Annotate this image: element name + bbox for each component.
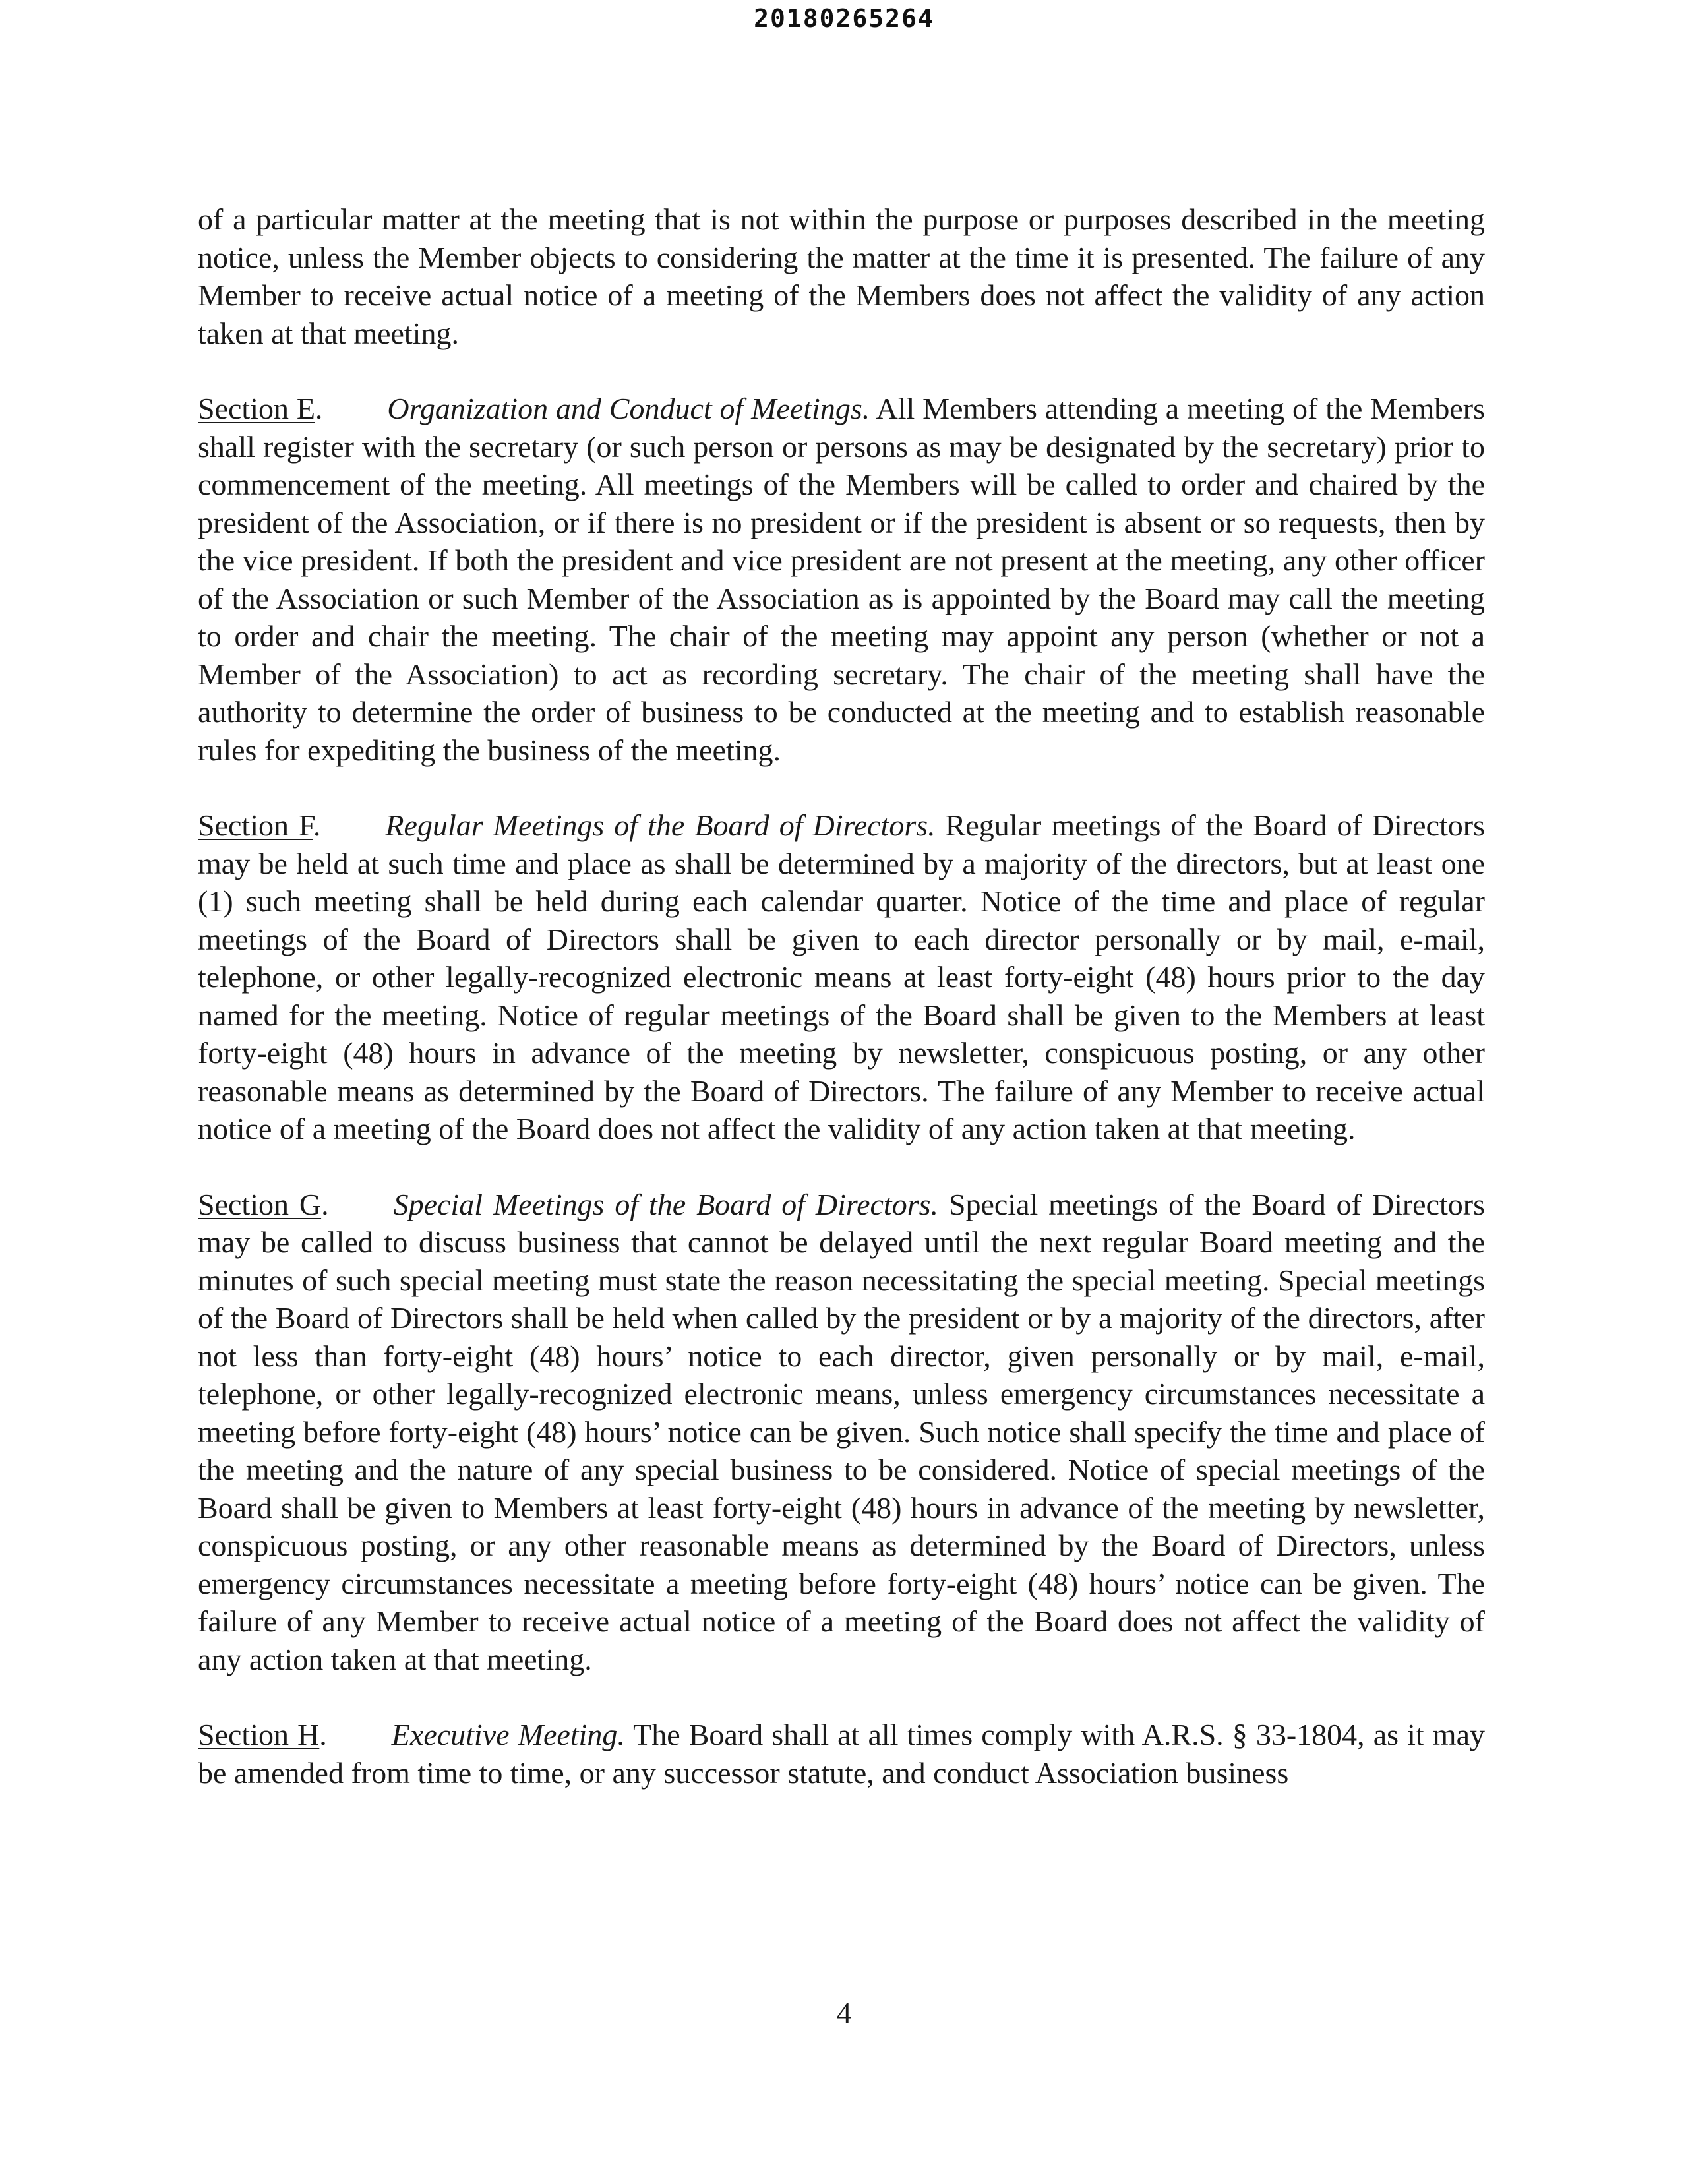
- section-e-label: Section E: [198, 392, 315, 425]
- page-body: [198, 200, 1485, 1829]
- section-f-label: Section F: [198, 808, 313, 842]
- continuation-paragraph: of a particular matter at the meeting that is not within the purpose or purposes described in the meeting notice, unless the Member objects to considering the matter at the time it is presented. The failure of any Member to receive actual notice of a meeting of the Members does not affect the validity of any action taken at that meeting.: [198, 202, 1485, 350]
- section-e-title: Organization and Conduct of Meetings.: [387, 392, 870, 425]
- section-h-label: Section H: [198, 1718, 320, 1751]
- section-g-title: Special Meetings of the Board of Directors.: [393, 1187, 938, 1221]
- document-number: 20180265264: [754, 4, 934, 33]
- section-h-title: Executive Meeting.: [391, 1718, 625, 1751]
- page-number: 4: [836, 1996, 852, 2030]
- section-g-text: Special meetings of the Board of Directors may be called to discuss business that cannot be delayed until the next regular Board meeting and the minutes of such special meeting must state the reason necessitating the special meeting. Special meetings of the Board of Directors shall be held when called by the president or by a majority of the directors, after not less than forty-eight (48) hours’ notice to each director, given personally or by mail, e-mail, telephone, or other legally-recognized electronic means, unless emergency circumstances necessitate a meeting before forty-eight (48) hours’ notice can be given. Such notice shall specify the time and place of the meeting and the nature of any special business to be considered. Notice of special meetings of the Board shall be given to Members at least forty-eight (48) hours in advance of the meeting by newsletter, conspicuous posting, or any other reasonable means as determined by the Board of Directors, unless emergency circumstances necessitate a meeting before forty-eight (48) hours’ notice can be given. The failure of any Member to receive actual notice of a meeting of the Board does not affect the validity of any action taken at that meeting.: [198, 1187, 1485, 1676]
- section-h-text: The Board shall at all times comply with A.R.S. § 33-1804, as it may be amended from time to time, or any successor statute, and conduct Association business: [198, 1718, 1485, 1790]
- section-e-text: All Members attending a meeting of the Members shall register with the secretary (or such person or persons as may be designated by the secretary) prior to commencement of the meeting. All meetings of the Members will be called to order and chaired by the president of the Association, or if there is no president or if the president is absent or so requests, then by the vice president. If both the president and vice president are not present at the meeting, any other officer of the Association or such Member of the Association as is appointed by the Board may call the meeting to order and chair the meeting. The chair of the meeting may appoint any person (whether or not a Member of the Association) to act as recording secretary. The chair of the meeting shall have the authority to determine the order of business to be conducted at the meeting and to establish reasonable rules for expediting the business of the meeting.: [198, 392, 1485, 767]
- section-h-paragraph: Section H. Executive Meeting. The Board shall at all times comply with A.R.S. § 33-1804, as it may be amended from time to time, or any successor statute, and conduct Association business: [198, 1718, 1485, 1790]
- section-g-label: Section G: [198, 1187, 322, 1221]
- section-g-paragraph: Section G. Special Meetings of the Board of Directors. Special meetings of the Board of Directors may be called to discuss business that cannot be delayed until the next regular Board meeting and the minutes of such special meeting must state the reason necessitating the special meeting. Special meetings of the Board of Directors shall be held when called by the president or by a majority of the directors, after not less than forty-eight (48) hours’ notice to each director, given personally or by mail, e-mail, telephone, or other legally-recognized electronic means, unless emergency circumstances necessitate a meeting before forty-eight (48) hours’ notice can be given. Such notice shall specify the time and place of the meeting and the nature of any special business to be considered. Notice of special meetings of the Board shall be given to Members at least forty-eight (48) hours in advance of the meeting by newsletter, conspicuous posting, or any other reasonable means as determined by the Board of Directors, unless emergency circumstances necessitate a meeting before forty-eight (48) hours’ notice can be given. The failure of any Member to receive actual notice of a meeting of the Board does not affect the validity of any action taken at that meeting.: [198, 1187, 1485, 1676]
- section-f-title: Regular Meetings of the Board of Directors.: [385, 808, 936, 842]
- section-f-paragraph: Section F. Regular Meetings of the Board of Directors. Regular meetings of the Board of Directors may be held at such time and place as shall be determined by a majority of the directors, but at least one (1) such meeting shall be held during each calendar quarter. Notice of the time and place of regular meetings of the Board of Directors shall be given to each director personally or by mail, e-mail, telephone, or other legally-recognized electronic means at least forty-eight (48) hours prior to the day named for the meeting. Notice of regular meetings of the Board shall be given to the Members at least forty-eight (48) hours in advance of the meeting by newsletter, conspicuous posting, or any other reasonable means as determined by the Board of Directors. The failure of any Member to receive actual notice of a meeting of the Board does not affect the validity of any action taken at that meeting.: [198, 808, 1485, 1145]
- section-f-text: Regular meetings of the Board of Directors may be held at such time and place as shall be determined by a majority of the directors, but at least one (1) such meeting shall be held during each calendar quarter. Notice of the time and place of regular meetings of the Board of Directors shall be given to each director personally or by mail, e-mail, telephone, or other legally-recognized electronic means at least forty-eight (48) hours prior to the day named for the meeting. Notice of regular meetings of the Board shall be given to the Members at least forty-eight (48) hours in advance of the meeting by newsletter, conspicuous posting, or any other reasonable means as determined by the Board of Directors. The failure of any Member to receive actual notice of a meeting of the Board does not affect the validity of any action taken at that meeting.: [198, 808, 1485, 1145]
- section-e-paragraph: Section E. Organization and Conduct of Meetings. All Members attending a meeting of the Members shall register with the secretary (or such person or persons as may be designated by the secretary) prior to commencement of the meeting. All meetings of the Members will be called to order and chaired by the president of the Association, or if there is no president or if the president is absent or so requests, then by the vice president. If both the president and vice president are not present at the meeting, any other officer of the Association or such Member of the Association as is appointed by the Board may call the meeting to order and chair the meeting. The chair of the meeting may appoint any person (whether or not a Member of the Association) to act as recording secretary. The chair of the meeting shall have the authority to determine the order of business to be conducted at the meeting and to establish reasonable rules for expediting the business of the meeting.: [198, 392, 1485, 767]
